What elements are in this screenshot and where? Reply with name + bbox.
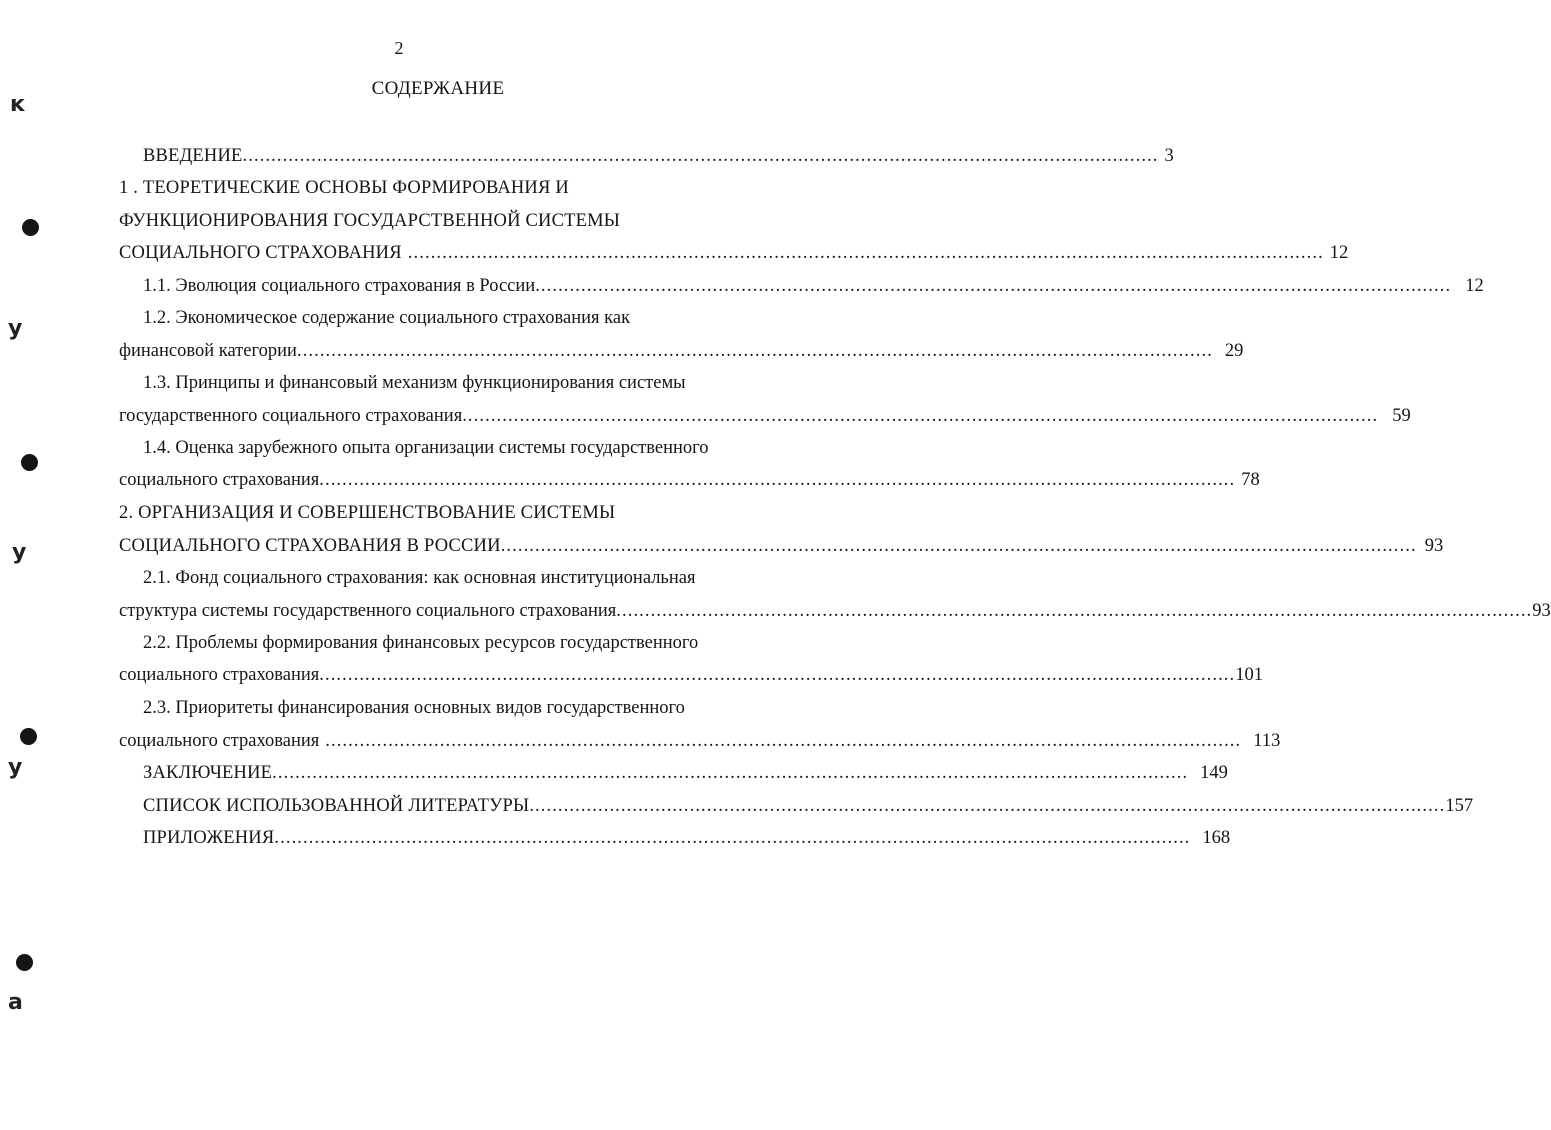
toc-entry-page: 157	[1445, 796, 1474, 816]
toc-section-2-2-line-1: 2.2. Проблемы формирования финансовых ресурсов государственного	[143, 633, 699, 653]
toc-entry-page: 12	[1329, 243, 1349, 263]
toc-section-2-1-line-1: 2.1. Фонд социального страхования: как основная институциональная	[143, 568, 696, 588]
toc-entry-title: ПРИЛОЖЕНИЯ	[143, 828, 275, 848]
dot-leader: ................................................................................................................................................................	[274, 828, 1191, 848]
toc-section-1-2-line-2	[119, 340, 1244, 362]
dot-leader: ................................................................................................................................................................	[242, 146, 1159, 166]
handwritten-mark: y	[12, 540, 27, 565]
toc-entry-page: 12	[1465, 276, 1484, 296]
handwritten-mark: ĸ	[10, 92, 25, 117]
toc-section-1-3-line-1: 1.3. Принципы и финансовый механизм функционирования системы	[143, 373, 686, 393]
toc-section-1-4-line-2	[119, 469, 1260, 491]
handwritten-mark: y	[8, 755, 23, 780]
dot-leader: ................................................................................................................................................................	[529, 796, 1446, 816]
toc-entry-title: СОЦИАЛЬНОГО СТРАХОВАНИЯ	[119, 243, 402, 263]
page-number: 2	[394, 38, 404, 58]
toc-entry-page: 93	[1532, 601, 1551, 621]
handwritten-mark: y	[8, 316, 23, 341]
dot-leader: ................................................................................................................................................................	[319, 470, 1236, 490]
dot-leader: ................................................................................................................................................................	[296, 341, 1213, 361]
toc-section-2-1-line-2	[119, 600, 1551, 622]
toc-entry-page: 59	[1392, 406, 1411, 426]
toc-entry-title: структура системы государственного социального страхования	[119, 601, 617, 621]
toc-entry-title: ЗАКЛЮЧЕНИЕ	[143, 763, 273, 783]
toc-entry-page: 113	[1253, 731, 1281, 751]
toc-chapter-2-line-2	[119, 535, 1444, 557]
toc-entry-page: 101	[1235, 665, 1263, 685]
dot-leader: ................................................................................................................................................................	[407, 243, 1324, 263]
dot-leader: ................................................................................................................................................................	[462, 406, 1379, 426]
dot-leader: ................................................................................................................................................................	[325, 731, 1242, 751]
toc-entry-introduction	[143, 145, 1174, 167]
toc-entry-page: 168	[1202, 828, 1231, 848]
toc-entry-conclusion	[143, 762, 1228, 784]
toc-entry-title: СОЦИАЛЬНОГО СТРАХОВАНИЯ В РОССИИ	[119, 536, 501, 556]
dot-leader: ................................................................................................................................................................	[319, 665, 1236, 685]
dot-leader: ................................................................................................................................................................	[535, 276, 1452, 296]
handwritten-mark: a	[8, 990, 23, 1015]
punch-hole	[20, 728, 37, 745]
toc-entry-title: социального страхования	[119, 731, 320, 751]
dot-leader: ................................................................................................................................................................	[272, 763, 1189, 783]
toc-chapter-1-line-3	[119, 242, 1349, 264]
dot-leader: ................................................................................................................................................................	[500, 536, 1417, 556]
punch-hole	[16, 954, 33, 971]
toc-entry-page: 149	[1200, 763, 1228, 783]
toc-chapter-1-line-2: ФУНКЦИОНИРОВАНИЯ ГОСУДАРСТВЕННОЙ СИСТЕМЫ	[119, 211, 621, 231]
toc-section-1-3-line-2	[119, 405, 1411, 427]
dot-leader: ................................................................................................................................................................	[616, 601, 1533, 621]
toc-section-2-2-line-2	[119, 664, 1263, 686]
toc-entry-page: 93	[1424, 536, 1444, 556]
toc-entry-title: социального страхования	[119, 665, 320, 685]
toc-entry-title: ВВЕДЕНИЕ	[143, 146, 243, 166]
toc-chapter-1-line-1: 1 . ТЕОРЕТИЧЕСКИЕ ОСНОВЫ ФОРМИРОВАНИЯ И	[119, 178, 569, 198]
toc-entry-title: 1.1. Эволюция социального страхования в России	[143, 276, 536, 296]
toc-entry-bibliography	[143, 795, 1474, 817]
toc-section-1-4-line-1: 1.4. Оценка зарубежного опыта организации системы государственного	[143, 438, 709, 458]
toc-entry-appendices	[143, 827, 1231, 849]
toc-section-2-3-line-1: 2.3. Приоритеты финансирования основных видов государственного	[143, 698, 685, 718]
toc-entry-page: 3	[1164, 146, 1174, 166]
toc-section-1-1	[143, 275, 1484, 297]
toc-title: СОДЕРЖАНИЕ	[371, 78, 505, 99]
toc-entry-title: государственного социального страхования	[119, 406, 463, 426]
punch-hole	[21, 454, 38, 471]
toc-section-1-2-line-1: 1.2. Экономическое содержание социального страхования как	[143, 308, 631, 328]
punch-hole	[22, 219, 39, 236]
toc-entry-title: социального страхования	[119, 470, 320, 490]
toc-entry-title: финансовой категории	[119, 341, 297, 361]
toc-chapter-2-line-1: 2. ОРГАНИЗАЦИЯ И СОВЕРШЕНСТВОВАНИЕ СИСТЕМЫ	[119, 503, 616, 523]
toc-entry-title: СПИСОК ИСПОЛЬЗОВАННОЙ ЛИТЕРАТУРЫ	[143, 796, 530, 816]
toc-section-2-3-line-2	[119, 730, 1281, 752]
toc-entry-page: 29	[1224, 341, 1244, 361]
toc-entry-page: 78	[1241, 470, 1260, 490]
